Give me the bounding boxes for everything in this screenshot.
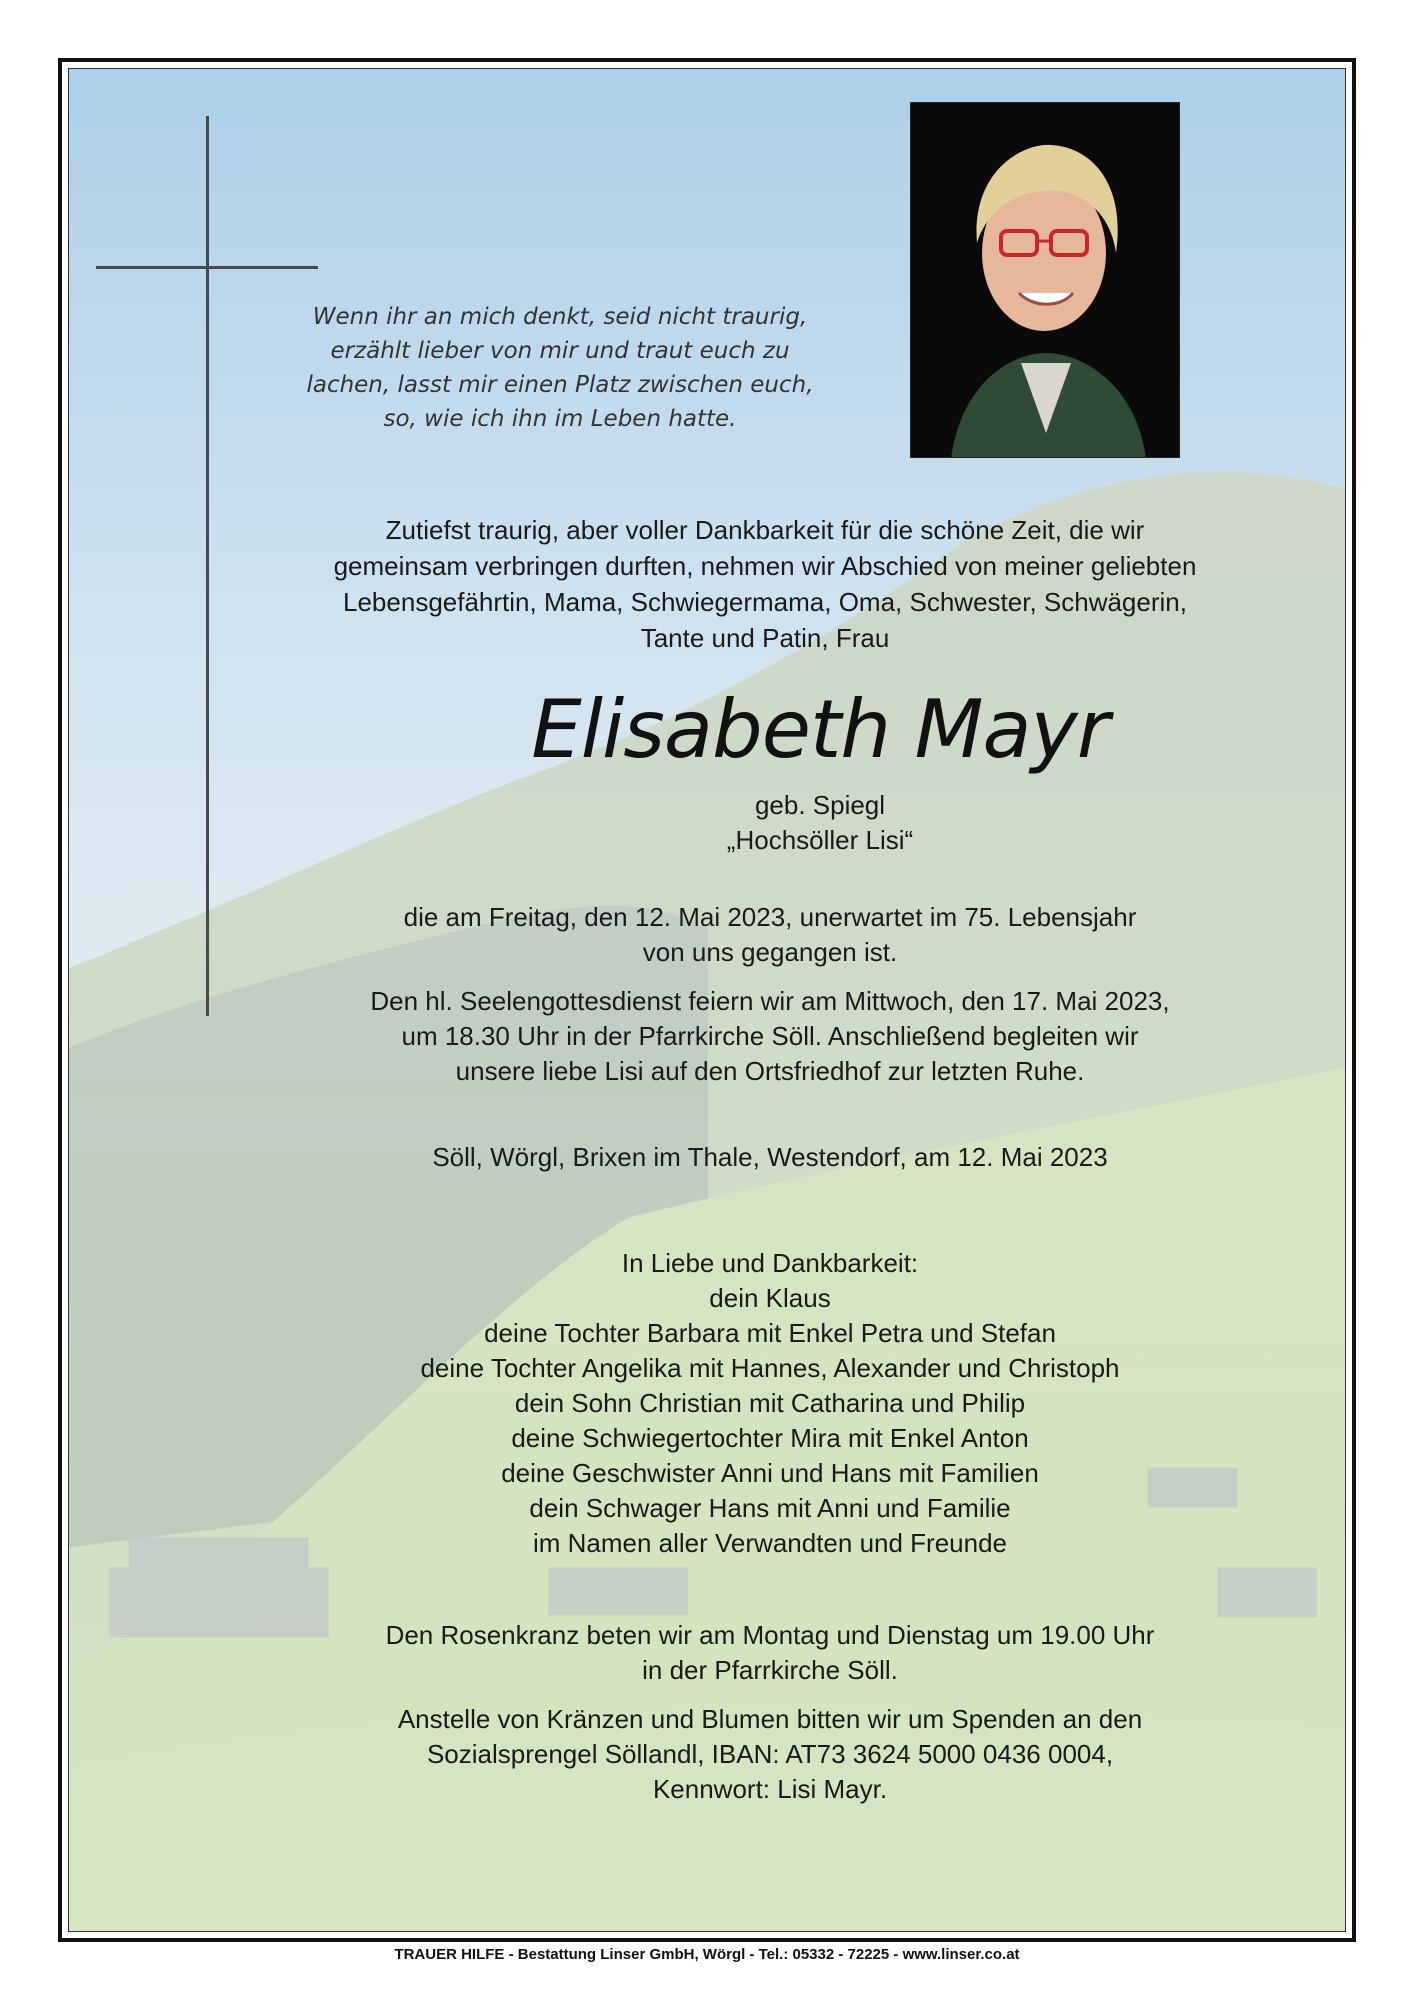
nickname: „Hochsöller Lisi“ xyxy=(726,825,914,855)
mourner-line: deine Tochter Barbara mit Enkel Petra und Stefan xyxy=(484,1318,1056,1348)
mourner-line: dein Sohn Christian mit Catharina und Philip xyxy=(514,1388,1026,1418)
rosary-notice xyxy=(300,1618,1240,1688)
quote-line: so, wie ich ihn im Leben hatte. xyxy=(383,406,737,432)
cross-vertical xyxy=(206,116,209,1016)
deceased-name: Elisabeth Mayr xyxy=(531,683,1109,776)
mass-line: um 18.30 Uhr in der Pfarrkirche Söll. Anschließend begleiten wir xyxy=(401,1021,1139,1051)
portrait-photo xyxy=(910,102,1180,458)
death-line: die am Freitag, den 12. Mai 2023, unerwartet im 75. Lebensjahr xyxy=(403,902,1137,932)
mourner-line: dein Schwager Hans mit Anni und Familie xyxy=(529,1493,1011,1523)
mourner-line: dein Klaus xyxy=(709,1283,831,1313)
mourner-line: deine Geschwister Anni und Hans mit Familien xyxy=(501,1458,1039,1488)
donation-line: Sozialsprengel Söllandl, IBAN: AT73 3624 5000 0436 0004, xyxy=(426,1739,1114,1769)
donation-line: Kennwort: Lisi Mayr. xyxy=(652,1774,888,1804)
quote-line: erzählt lieber von mir und traut euch zu xyxy=(330,338,790,364)
quote-line: Wenn ihr an mich denkt, seid nicht traurig, xyxy=(312,304,808,330)
memorial-quote xyxy=(280,300,840,436)
mourner-line: deine Schwiegertochter Mira mit Enkel Anton xyxy=(511,1423,1029,1453)
mourner-line: In Liebe und Dankbarkeit: xyxy=(621,1248,919,1278)
death-notice xyxy=(300,900,1240,970)
intro-line: Lebensgefährtin, Mama, Schwiegermama, Oma, Schwester, Schwägerin, xyxy=(343,587,1187,617)
rosary-line: in der Pfarrkirche Söll. xyxy=(642,1655,898,1685)
donation-notice xyxy=(300,1702,1240,1807)
cross-horizontal xyxy=(96,266,318,269)
portrait-image xyxy=(911,103,1180,458)
intro-line: Zutiefst traurig, aber voller Dankbarkeit für die schöne Zeit, die wir xyxy=(385,515,1145,545)
death-line: von uns gegangen ist. xyxy=(642,937,898,967)
intro-line: gemeinsam verbringen durften, nehmen wir Abschied von meiner geliebten xyxy=(333,551,1197,581)
mourner-line: deine Tochter Angelika mit Hannes, Alexander und Christoph xyxy=(420,1353,1120,1383)
intro-line: Tante und Patin, Frau xyxy=(640,623,890,653)
rosary-line: Den Rosenkranz beten wir am Montag und Dienstag um 19.00 Uhr xyxy=(385,1620,1155,1650)
place-date: Söll, Wörgl, Brixen im Thale, Westendorf, am 12. Mai 2023 xyxy=(432,1142,1108,1172)
intro-paragraph xyxy=(270,512,1260,656)
donation-line: Anstelle von Kränzen und Blumen bitten wir um Spenden an den xyxy=(397,1704,1143,1734)
mass-line: Den hl. Seelengottesdienst feiern wir am Mittwoch, den 17. Mai 2023, xyxy=(370,986,1170,1016)
mourners-list xyxy=(300,1246,1240,1561)
funeral-home-footer: TRAUER HILFE - Bestattung Linser GmbH, Wörgl - Tel.: 05332 - 72225 - www.linser.co.at xyxy=(394,1946,1020,1963)
mourner-line: im Namen aller Verwandten und Freunde xyxy=(532,1528,1008,1558)
mass-line: unsere liebe Lisi auf den Ortsfriedhof zur letzten Ruhe. xyxy=(455,1056,1085,1086)
name-details xyxy=(500,788,1140,858)
birth-name: geb. Spiegl xyxy=(754,790,886,820)
quote-line: lachen, lasst mir einen Platz zwischen euch, xyxy=(306,372,814,398)
mass-notice xyxy=(300,984,1240,1089)
